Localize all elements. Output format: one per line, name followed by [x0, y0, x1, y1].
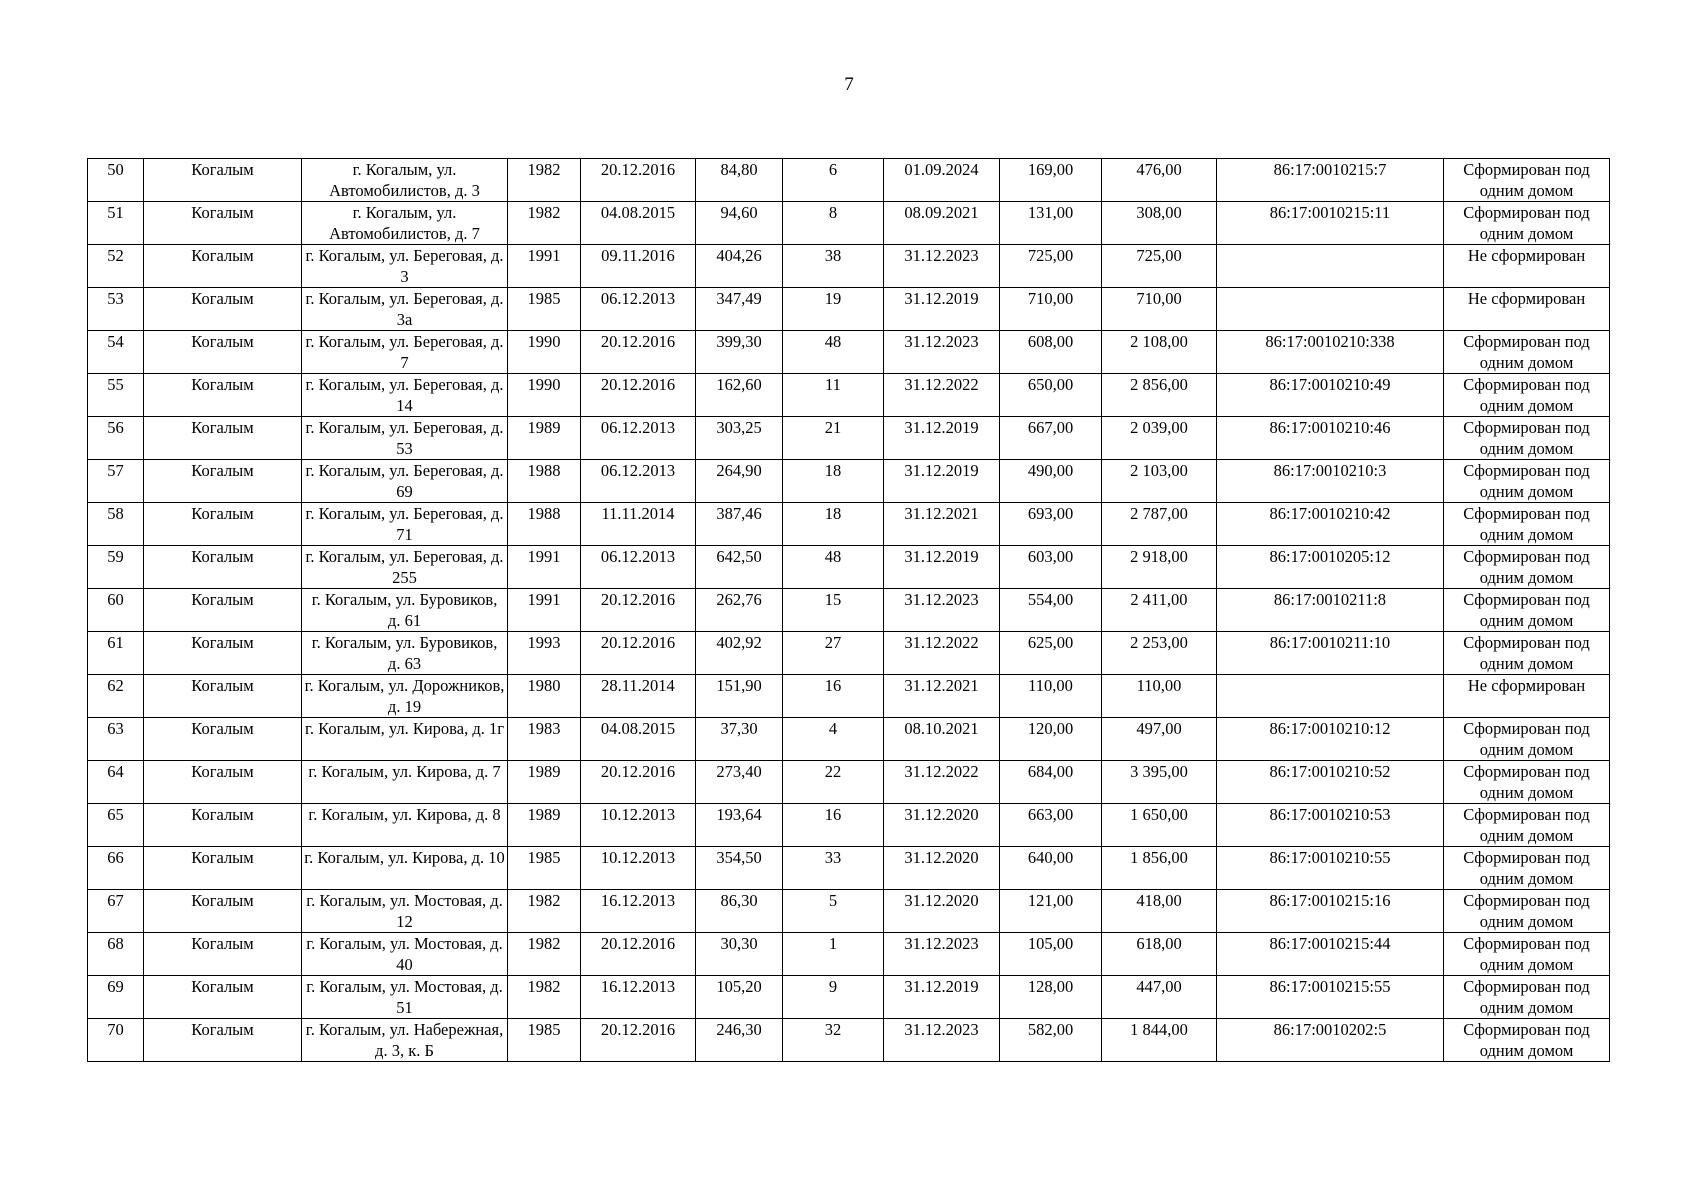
value-b-cell: 1 650,00	[1102, 804, 1217, 847]
year-built-cell: 1990	[508, 331, 581, 374]
residents-cell: 1	[783, 933, 884, 976]
land-status-cell: Сформирован под одним домом	[1444, 761, 1610, 804]
recognition-date-cell: 20.12.2016	[581, 374, 696, 417]
land-status-cell: Сформирован под одним домом	[1444, 933, 1610, 976]
residents-cell: 19	[783, 288, 884, 331]
land-status-cell: Сформирован под одним домом	[1444, 202, 1610, 245]
resettlement-date-cell: 31.12.2020	[884, 847, 1000, 890]
cadastral-number-cell: 86:17:0010210:55	[1217, 847, 1444, 890]
recognition-date-cell: 20.12.2016	[581, 159, 696, 202]
residents-cell: 48	[783, 331, 884, 374]
land-status-cell: Сформирован под одним домом	[1444, 331, 1610, 374]
address-cell: г. Когалым, ул. Буровиков, д. 63	[302, 632, 508, 675]
address-cell: г. Когалым, ул. Кирова, д. 8	[302, 804, 508, 847]
value-b-cell: 3 395,00	[1102, 761, 1217, 804]
land-status-cell: Сформирован под одним домом	[1444, 374, 1610, 417]
table-row	[88, 374, 1610, 417]
municipality-cell: Когалым	[144, 159, 302, 202]
row-number-cell: 56	[88, 417, 144, 460]
value-a-cell: 608,00	[1000, 331, 1102, 374]
land-status-cell: Сформирован под одним домом	[1444, 890, 1610, 933]
land-status-cell: Сформирован под одним домом	[1444, 804, 1610, 847]
land-status-cell: Не сформирован	[1444, 675, 1610, 718]
municipality-cell: Когалым	[144, 675, 302, 718]
row-number-cell: 62	[88, 675, 144, 718]
municipality-cell: Когалым	[144, 503, 302, 546]
cadastral-number-cell: 86:17:0010210:42	[1217, 503, 1444, 546]
land-status-cell: Не сформирован	[1444, 245, 1610, 288]
area-cell: 193,64	[696, 804, 783, 847]
recognition-date-cell: 16.12.2013	[581, 890, 696, 933]
table-row	[88, 847, 1610, 890]
area-cell: 347,49	[696, 288, 783, 331]
year-built-cell: 1985	[508, 1019, 581, 1062]
cadastral-number-cell	[1217, 245, 1444, 288]
address-cell: г. Когалым, ул. Дорожников, д. 19	[302, 675, 508, 718]
cadastral-number-cell: 86:17:0010215:11	[1217, 202, 1444, 245]
table-row	[88, 245, 1610, 288]
area-cell: 94,60	[696, 202, 783, 245]
cadastral-number-cell: 86:17:0010210:49	[1217, 374, 1444, 417]
year-built-cell: 1980	[508, 675, 581, 718]
address-cell: г. Когалым, ул. Береговая, д. 3а	[302, 288, 508, 331]
resettlement-date-cell: 31.12.2022	[884, 761, 1000, 804]
municipality-cell: Когалым	[144, 632, 302, 675]
value-b-cell: 710,00	[1102, 288, 1217, 331]
area-cell: 404,26	[696, 245, 783, 288]
year-built-cell: 1988	[508, 503, 581, 546]
year-built-cell: 1991	[508, 245, 581, 288]
recognition-date-cell: 20.12.2016	[581, 331, 696, 374]
recognition-date-cell: 28.11.2014	[581, 675, 696, 718]
resettlement-date-cell: 31.12.2019	[884, 288, 1000, 331]
area-cell: 86,30	[696, 890, 783, 933]
value-b-cell: 110,00	[1102, 675, 1217, 718]
value-a-cell: 725,00	[1000, 245, 1102, 288]
page-number: 7	[844, 74, 854, 95]
area-cell: 151,90	[696, 675, 783, 718]
row-number-cell: 58	[88, 503, 144, 546]
land-status-cell: Сформирован под одним домом	[1444, 1019, 1610, 1062]
area-cell: 37,30	[696, 718, 783, 761]
table-row	[88, 890, 1610, 933]
value-a-cell: 110,00	[1000, 675, 1102, 718]
recognition-date-cell: 10.12.2013	[581, 847, 696, 890]
residents-cell: 16	[783, 675, 884, 718]
land-status-cell: Сформирован под одним домом	[1444, 417, 1610, 460]
municipality-cell: Когалым	[144, 589, 302, 632]
cadastral-number-cell: 86:17:0010215:44	[1217, 933, 1444, 976]
area-cell: 84,80	[696, 159, 783, 202]
resettlement-date-cell: 31.12.2023	[884, 331, 1000, 374]
table-body	[88, 159, 1610, 1062]
housing-registry-table	[87, 158, 1610, 1062]
area-cell: 246,30	[696, 1019, 783, 1062]
land-status-cell: Сформирован под одним домом	[1444, 546, 1610, 589]
value-b-cell: 447,00	[1102, 976, 1217, 1019]
recognition-date-cell: 04.08.2015	[581, 718, 696, 761]
value-a-cell: 693,00	[1000, 503, 1102, 546]
value-b-cell: 308,00	[1102, 202, 1217, 245]
cadastral-number-cell: 86:17:0010210:338	[1217, 331, 1444, 374]
municipality-cell: Когалым	[144, 1019, 302, 1062]
row-number-cell: 70	[88, 1019, 144, 1062]
row-number-cell: 67	[88, 890, 144, 933]
value-a-cell: 582,00	[1000, 1019, 1102, 1062]
value-a-cell: 131,00	[1000, 202, 1102, 245]
residents-cell: 22	[783, 761, 884, 804]
municipality-cell: Когалым	[144, 460, 302, 503]
table-row	[88, 460, 1610, 503]
address-cell: г. Когалым, ул. Кирова, д. 7	[302, 761, 508, 804]
cadastral-number-cell: 86:17:0010215:55	[1217, 976, 1444, 1019]
table-row	[88, 761, 1610, 804]
recognition-date-cell: 11.11.2014	[581, 503, 696, 546]
recognition-date-cell: 20.12.2016	[581, 933, 696, 976]
cadastral-number-cell: 86:17:0010210:52	[1217, 761, 1444, 804]
value-b-cell: 418,00	[1102, 890, 1217, 933]
land-status-cell: Сформирован под одним домом	[1444, 503, 1610, 546]
value-a-cell: 710,00	[1000, 288, 1102, 331]
value-b-cell: 2 253,00	[1102, 632, 1217, 675]
area-cell: 402,92	[696, 632, 783, 675]
row-number-cell: 55	[88, 374, 144, 417]
value-b-cell: 725,00	[1102, 245, 1217, 288]
row-number-cell: 61	[88, 632, 144, 675]
address-cell: г. Когалым, ул. Береговая, д. 3	[302, 245, 508, 288]
land-status-cell: Сформирован под одним домом	[1444, 847, 1610, 890]
recognition-date-cell: 16.12.2013	[581, 976, 696, 1019]
resettlement-date-cell: 01.09.2024	[884, 159, 1000, 202]
value-a-cell: 684,00	[1000, 761, 1102, 804]
row-number-cell: 52	[88, 245, 144, 288]
resettlement-date-cell: 31.12.2023	[884, 589, 1000, 632]
value-b-cell: 1 856,00	[1102, 847, 1217, 890]
row-number-cell: 57	[88, 460, 144, 503]
area-cell: 303,25	[696, 417, 783, 460]
area-cell: 399,30	[696, 331, 783, 374]
table-row	[88, 589, 1610, 632]
land-status-cell: Сформирован под одним домом	[1444, 589, 1610, 632]
table-row	[88, 288, 1610, 331]
value-a-cell: 667,00	[1000, 417, 1102, 460]
land-status-cell: Не сформирован	[1444, 288, 1610, 331]
value-b-cell: 497,00	[1102, 718, 1217, 761]
row-number-cell: 69	[88, 976, 144, 1019]
cadastral-number-cell: 86:17:0010211:10	[1217, 632, 1444, 675]
recognition-date-cell: 10.12.2013	[581, 804, 696, 847]
municipality-cell: Когалым	[144, 804, 302, 847]
year-built-cell: 1982	[508, 159, 581, 202]
residents-cell: 21	[783, 417, 884, 460]
year-built-cell: 1985	[508, 288, 581, 331]
value-a-cell: 105,00	[1000, 933, 1102, 976]
year-built-cell: 1988	[508, 460, 581, 503]
municipality-cell: Когалым	[144, 288, 302, 331]
area-cell: 162,60	[696, 374, 783, 417]
value-a-cell: 640,00	[1000, 847, 1102, 890]
address-cell: г. Когалым, ул. Береговая, д. 53	[302, 417, 508, 460]
recognition-date-cell: 20.12.2016	[581, 632, 696, 675]
recognition-date-cell: 06.12.2013	[581, 417, 696, 460]
year-built-cell: 1990	[508, 374, 581, 417]
year-built-cell: 1989	[508, 417, 581, 460]
year-built-cell: 1983	[508, 718, 581, 761]
land-status-cell: Сформирован под одним домом	[1444, 460, 1610, 503]
address-cell: г. Когалым, ул. Береговая, д. 69	[302, 460, 508, 503]
table-row	[88, 933, 1610, 976]
year-built-cell: 1991	[508, 589, 581, 632]
value-b-cell: 2 108,00	[1102, 331, 1217, 374]
area-cell: 273,40	[696, 761, 783, 804]
recognition-date-cell: 20.12.2016	[581, 1019, 696, 1062]
value-a-cell: 128,00	[1000, 976, 1102, 1019]
year-built-cell: 1989	[508, 761, 581, 804]
year-built-cell: 1982	[508, 933, 581, 976]
area-cell: 354,50	[696, 847, 783, 890]
resettlement-date-cell: 08.09.2021	[884, 202, 1000, 245]
address-cell: г. Когалым, ул. Береговая, д. 7	[302, 331, 508, 374]
resettlement-date-cell: 31.12.2019	[884, 417, 1000, 460]
value-b-cell: 618,00	[1102, 933, 1217, 976]
resettlement-date-cell: 31.12.2020	[884, 804, 1000, 847]
area-cell: 30,30	[696, 933, 783, 976]
row-number-cell: 54	[88, 331, 144, 374]
recognition-date-cell: 06.12.2013	[581, 288, 696, 331]
table-row	[88, 202, 1610, 245]
area-cell: 642,50	[696, 546, 783, 589]
resettlement-date-cell: 31.12.2021	[884, 503, 1000, 546]
municipality-cell: Когалым	[144, 718, 302, 761]
table-row	[88, 546, 1610, 589]
cadastral-number-cell	[1217, 675, 1444, 718]
value-b-cell: 2 918,00	[1102, 546, 1217, 589]
value-a-cell: 663,00	[1000, 804, 1102, 847]
residents-cell: 18	[783, 460, 884, 503]
address-cell: г. Когалым, ул. Кирова, д. 10	[302, 847, 508, 890]
residents-cell: 33	[783, 847, 884, 890]
year-built-cell: 1993	[508, 632, 581, 675]
resettlement-date-cell: 31.12.2019	[884, 976, 1000, 1019]
residents-cell: 11	[783, 374, 884, 417]
cadastral-number-cell: 86:17:0010210:53	[1217, 804, 1444, 847]
municipality-cell: Когалым	[144, 245, 302, 288]
residents-cell: 27	[783, 632, 884, 675]
land-status-cell: Сформирован под одним домом	[1444, 718, 1610, 761]
table-row	[88, 331, 1610, 374]
address-cell: г. Когалым, ул. Набережная, д. 3, к. Б	[302, 1019, 508, 1062]
value-b-cell: 2 039,00	[1102, 417, 1217, 460]
table-row	[88, 804, 1610, 847]
residents-cell: 18	[783, 503, 884, 546]
residents-cell: 48	[783, 546, 884, 589]
recognition-date-cell: 20.12.2016	[581, 761, 696, 804]
residents-cell: 9	[783, 976, 884, 1019]
land-status-cell: Сформирован под одним домом	[1444, 976, 1610, 1019]
recognition-date-cell: 09.11.2016	[581, 245, 696, 288]
table-row	[88, 417, 1610, 460]
value-b-cell: 2 103,00	[1102, 460, 1217, 503]
year-built-cell: 1989	[508, 804, 581, 847]
resettlement-date-cell: 31.12.2020	[884, 890, 1000, 933]
recognition-date-cell: 06.12.2013	[581, 546, 696, 589]
area-cell: 105,20	[696, 976, 783, 1019]
address-cell: г. Когалым, ул. Автомобилистов, д. 3	[302, 159, 508, 202]
municipality-cell: Когалым	[144, 374, 302, 417]
table-row	[88, 159, 1610, 202]
resettlement-date-cell: 08.10.2021	[884, 718, 1000, 761]
resettlement-date-cell: 31.12.2019	[884, 546, 1000, 589]
value-a-cell: 121,00	[1000, 890, 1102, 933]
value-b-cell: 2 787,00	[1102, 503, 1217, 546]
value-b-cell: 2 856,00	[1102, 374, 1217, 417]
resettlement-date-cell: 31.12.2023	[884, 245, 1000, 288]
cadastral-number-cell: 86:17:0010202:5	[1217, 1019, 1444, 1062]
residents-cell: 8	[783, 202, 884, 245]
row-number-cell: 53	[88, 288, 144, 331]
land-status-cell: Сформирован под одним домом	[1444, 159, 1610, 202]
row-number-cell: 60	[88, 589, 144, 632]
recognition-date-cell: 04.08.2015	[581, 202, 696, 245]
municipality-cell: Когалым	[144, 847, 302, 890]
row-number-cell: 64	[88, 761, 144, 804]
municipality-cell: Когалым	[144, 890, 302, 933]
land-status-cell: Сформирован под одним домом	[1444, 632, 1610, 675]
address-cell: г. Когалым, ул. Береговая, д. 14	[302, 374, 508, 417]
cadastral-number-cell: 86:17:0010215:7	[1217, 159, 1444, 202]
table-row	[88, 976, 1610, 1019]
table-row	[88, 675, 1610, 718]
row-number-cell: 68	[88, 933, 144, 976]
resettlement-date-cell: 31.12.2019	[884, 460, 1000, 503]
residents-cell: 16	[783, 804, 884, 847]
year-built-cell: 1982	[508, 890, 581, 933]
value-a-cell: 169,00	[1000, 159, 1102, 202]
year-built-cell: 1991	[508, 546, 581, 589]
value-a-cell: 625,00	[1000, 632, 1102, 675]
row-number-cell: 63	[88, 718, 144, 761]
value-b-cell: 2 411,00	[1102, 589, 1217, 632]
value-a-cell: 554,00	[1000, 589, 1102, 632]
year-built-cell: 1982	[508, 202, 581, 245]
municipality-cell: Когалым	[144, 202, 302, 245]
row-number-cell: 51	[88, 202, 144, 245]
residents-cell: 32	[783, 1019, 884, 1062]
value-b-cell: 476,00	[1102, 159, 1217, 202]
address-cell: г. Когалым, ул. Буровиков, д. 61	[302, 589, 508, 632]
table-row	[88, 632, 1610, 675]
cadastral-number-cell: 86:17:0010215:16	[1217, 890, 1444, 933]
value-b-cell: 1 844,00	[1102, 1019, 1217, 1062]
table-row	[88, 718, 1610, 761]
resettlement-date-cell: 31.12.2021	[884, 675, 1000, 718]
municipality-cell: Когалым	[144, 417, 302, 460]
address-cell: г. Когалым, ул. Кирова, д. 1г	[302, 718, 508, 761]
value-a-cell: 120,00	[1000, 718, 1102, 761]
cadastral-number-cell: 86:17:0010211:8	[1217, 589, 1444, 632]
residents-cell: 6	[783, 159, 884, 202]
cadastral-number-cell	[1217, 288, 1444, 331]
value-a-cell: 603,00	[1000, 546, 1102, 589]
cadastral-number-cell: 86:17:0010210:12	[1217, 718, 1444, 761]
recognition-date-cell: 20.12.2016	[581, 589, 696, 632]
area-cell: 262,76	[696, 589, 783, 632]
cadastral-number-cell: 86:17:0010210:46	[1217, 417, 1444, 460]
row-number-cell: 65	[88, 804, 144, 847]
municipality-cell: Когалым	[144, 933, 302, 976]
row-number-cell: 59	[88, 546, 144, 589]
year-built-cell: 1982	[508, 976, 581, 1019]
resettlement-date-cell: 31.12.2022	[884, 632, 1000, 675]
year-built-cell: 1985	[508, 847, 581, 890]
residents-cell: 4	[783, 718, 884, 761]
municipality-cell: Когалым	[144, 976, 302, 1019]
cadastral-number-cell: 86:17:0010205:12	[1217, 546, 1444, 589]
area-cell: 264,90	[696, 460, 783, 503]
address-cell: г. Когалым, ул. Автомобилистов, д. 7	[302, 202, 508, 245]
address-cell: г. Когалым, ул. Береговая, д. 255	[302, 546, 508, 589]
cadastral-number-cell: 86:17:0010210:3	[1217, 460, 1444, 503]
municipality-cell: Когалым	[144, 761, 302, 804]
resettlement-date-cell: 31.12.2022	[884, 374, 1000, 417]
value-a-cell: 650,00	[1000, 374, 1102, 417]
residents-cell: 38	[783, 245, 884, 288]
municipality-cell: Когалым	[144, 331, 302, 374]
resettlement-date-cell: 31.12.2023	[884, 1019, 1000, 1062]
row-number-cell: 50	[88, 159, 144, 202]
table-row	[88, 503, 1610, 546]
resettlement-date-cell: 31.12.2023	[884, 933, 1000, 976]
address-cell: г. Когалым, ул. Мостовая, д. 12	[302, 890, 508, 933]
value-a-cell: 490,00	[1000, 460, 1102, 503]
recognition-date-cell: 06.12.2013	[581, 460, 696, 503]
row-number-cell: 66	[88, 847, 144, 890]
table-row	[88, 1019, 1610, 1062]
address-cell: г. Когалым, ул. Береговая, д. 71	[302, 503, 508, 546]
residents-cell: 5	[783, 890, 884, 933]
area-cell: 387,46	[696, 503, 783, 546]
residents-cell: 15	[783, 589, 884, 632]
address-cell: г. Когалым, ул. Мостовая, д. 40	[302, 933, 508, 976]
municipality-cell: Когалым	[144, 546, 302, 589]
address-cell: г. Когалым, ул. Мостовая, д. 51	[302, 976, 508, 1019]
